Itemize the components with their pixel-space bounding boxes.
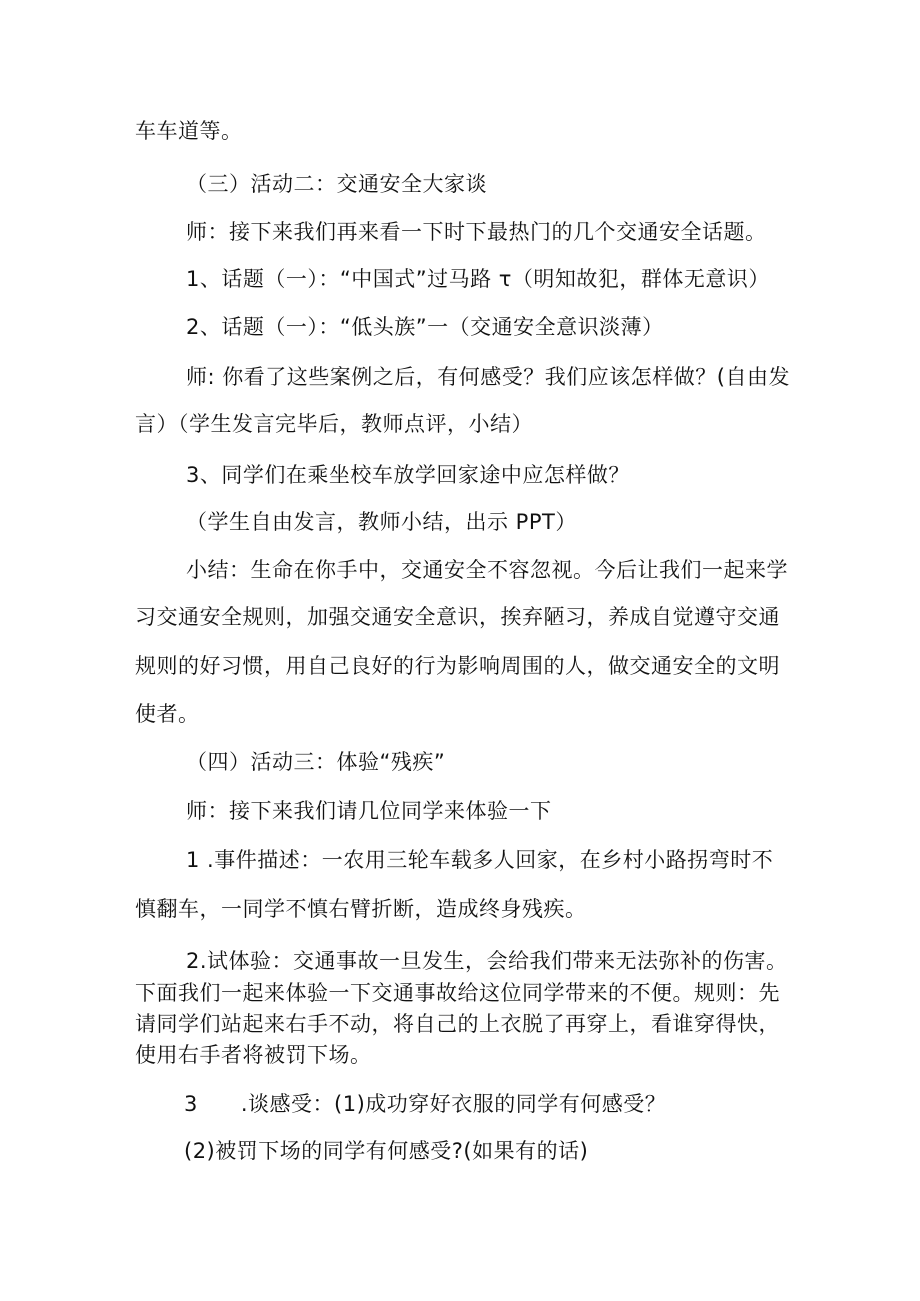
text-line-15: 师：接下来我们请几位同学来体验一下 — [186, 799, 552, 823]
topic-item-1: 1、话题（一）：“中国式”过马路 τ（明知故犯，群体无意识） — [186, 267, 770, 291]
section-heading-activity-two: （三）活动二：交通安全大家谈 — [186, 172, 487, 196]
text-line-9: （学生自由发言，教师小结，出示 PPT） — [186, 510, 577, 534]
feeling-item-3: 3 .谈感受：(1)成功穿好衣服的同学有何感受？ — [184, 1092, 667, 1116]
text-line-7: 言）（学生发言完毕后，教师点评，小结） — [135, 412, 533, 436]
text-line-6: 师: 你看了这些案例之后，有何感受？我们应该怎样做？(自由发 — [186, 365, 790, 389]
text-line-23: (2)被罚下场的同学有何感受?(如果有的话) — [184, 1139, 589, 1163]
summary-line-4: 使者。 — [135, 702, 200, 726]
text-line-19: 下面我们一起来体验一下交通事故给这位同学带来的不便。规则：先 — [135, 981, 780, 1005]
summary-line-3: 规则的好习惯，用自己良好的行为影响周围的人，做交通安全的文明 — [135, 654, 780, 678]
text-line-21: 使用右手者将被罚下场。 — [135, 1043, 372, 1067]
text-line-3: 师：接下来我们再来看一下时下最热门的几个交通安全话题。 — [186, 220, 767, 244]
question-item-3: 3、同学们在乘坐校车放学回家途中应怎样做？ — [186, 463, 630, 487]
text-line-20: 请同学们站起来右手不动，将自己的上衣脱了再穿上，看谁穿得快， — [135, 1012, 780, 1036]
text-line-17: 慎翻车，一同学不慎右臂折断，造成终身残疾。 — [135, 897, 587, 921]
event-item-1: 1 .事件描述：一农用三轮车载多人回家，在乡村小路拐弯时不 — [186, 848, 774, 872]
summary-line-1: 小结：生命在你手中，交通安全不容忽视。今后让我们一起来学 — [186, 558, 788, 582]
topic-item-2: 2、话题（一）：“低头族”一（交通安全意识淡薄） — [186, 315, 664, 339]
text-line-1: 车车道等。 — [135, 119, 243, 143]
section-heading-activity-three: （四）活动三：体验“残疾” — [186, 750, 446, 774]
experience-item-2: 2.试体验：交通事故一旦发生，会给我们带来无法弥补的伤害。 — [186, 949, 788, 973]
summary-line-2: 习交通安全规则，加强交通安全意识，挨弃陋习，养成自觉遵守交通 — [135, 605, 780, 629]
